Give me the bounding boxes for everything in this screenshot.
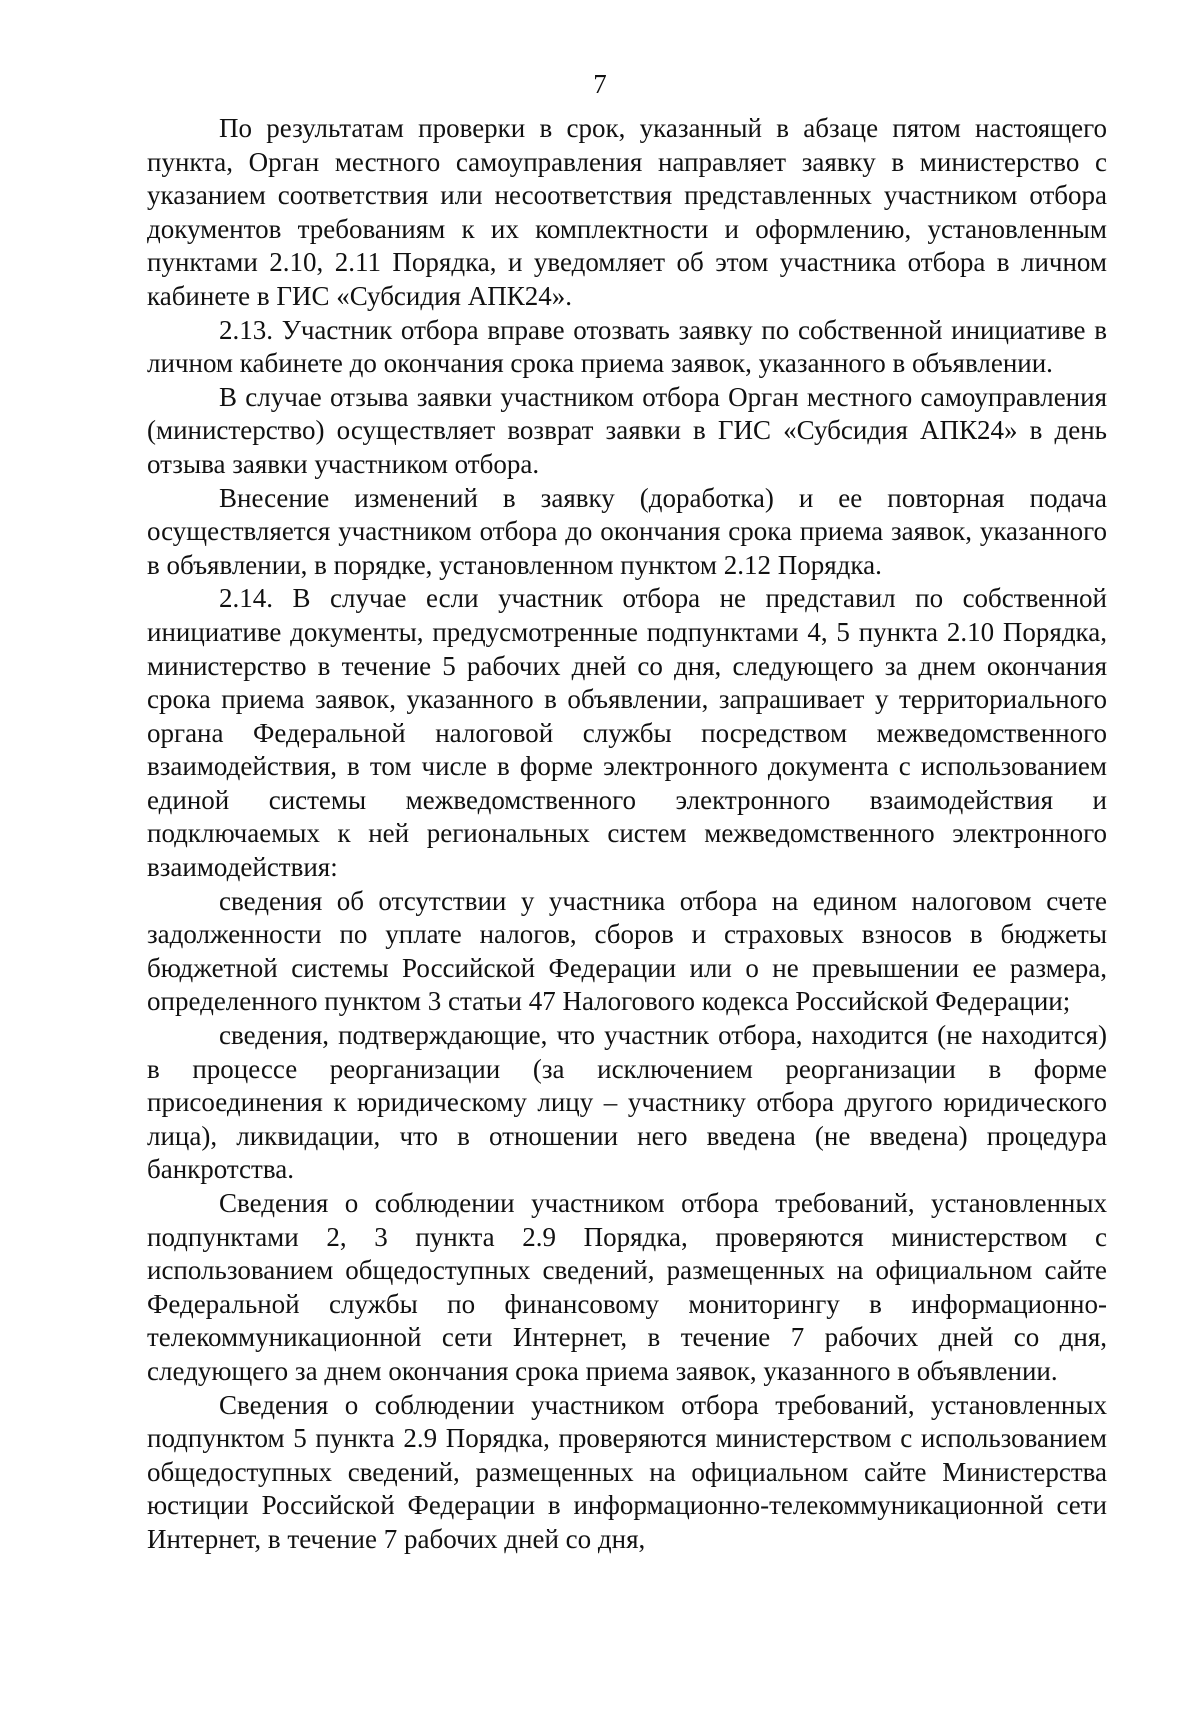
document-body — [147, 112, 1107, 1557]
paragraph: Сведения о соблюдении участником отбора требований, установленных подпунктом 5 пункта 2.9 Порядка, проверяются министерством с использованием общедоступных сведений, размещенных на официальном сайте Министерства юстиции Российской Федерации в информационно-телекоммуникационной сети Интернет, в течение 7 рабочих дней со дня, — [147, 1389, 1107, 1554]
paragraph: 2.14. В случае если участник отбора не представил по собственной инициативе документы, предусмотренные подпунктами 4, 5 пункта 2.10 Порядка, министерство в течение 5 рабочих дней со дня, следующего за днем окончания срока приема заявок, указанного в объявлении, запрашивает у территориального органа Федеральной налоговой службы посредством межведомственного взаимодействия, в том числе в форме электронного документа с использованием единой системы межведомственного электронного взаимодействия и подключаемых к ней региональных систем межведомственного электронного взаимодействия: — [147, 583, 1107, 883]
paragraph: 2.13. Участник отбора вправе отозвать заявку по собственной инициативе в личном кабинете до окончания срока приема заявок, указанного в объявлении. — [147, 314, 1107, 379]
paragraph: Сведения о соблюдении участником отбора требований, установленных подпунктами 2, 3 пункта 2.9 Порядка, проверяются министерством с использованием общедоступных сведений, размещенных на официальном сайте Федеральной службы по финансовому мониторингу в информационно-телекоммуникационной сети Интернет, в течение 7 рабочих дней со дня, следующего за днем окончания срока приема заявок, указанного в объявлении. — [147, 1188, 1107, 1386]
paragraph: сведения об отсутствии у участника отбора на едином налоговом счете задолженности по уплате налогов, сборов и страховых взносов в бюджеты бюджетной системы Российской Федерации или о не превышении ее размера, определенного пунктом 3 статьи 47 Налогового кодекса Российской Федерации; — [147, 885, 1107, 1017]
paragraph: В случае отзыва заявки участником отбора Орган местного самоуправления (министерство) осуществляет возврат заявки в ГИС «Субсидия АПК24» в день отзыва заявки участником отбора. — [147, 381, 1107, 479]
paragraph: По результатам проверки в срок, указанный в абзаце пятом настоящего пункта, Орган местного самоуправления направляет заявку в министерство с указанием соответствия или несоответствия представленных участником отбора документов требованиям к их комплектности и оформлению, установленным пунктами 2.10, 2.11 Порядка, и уведомляет об этом участника отбора в личном кабинете в ГИС «Субсидия АПК24». — [147, 113, 1107, 311]
paragraph: Внесение изменений в заявку (доработка) и ее повторная подача осуществляется участником отбора до окончания срока приема заявок, указанного в объявлении, в порядке, установленном пунктом 2.12 Порядка. — [147, 482, 1107, 580]
page-number: 7 — [593, 69, 607, 99]
paragraph: сведения, подтверждающие, что участник отбора, находится (не находится) в процессе реорганизации (за исключением реорганизации в форме присоединения к юридическому лицу – участнику отбора другого юридического лица), ликвидации, что в отношении него введена (не введена) процедура банкротства. — [147, 1020, 1107, 1185]
